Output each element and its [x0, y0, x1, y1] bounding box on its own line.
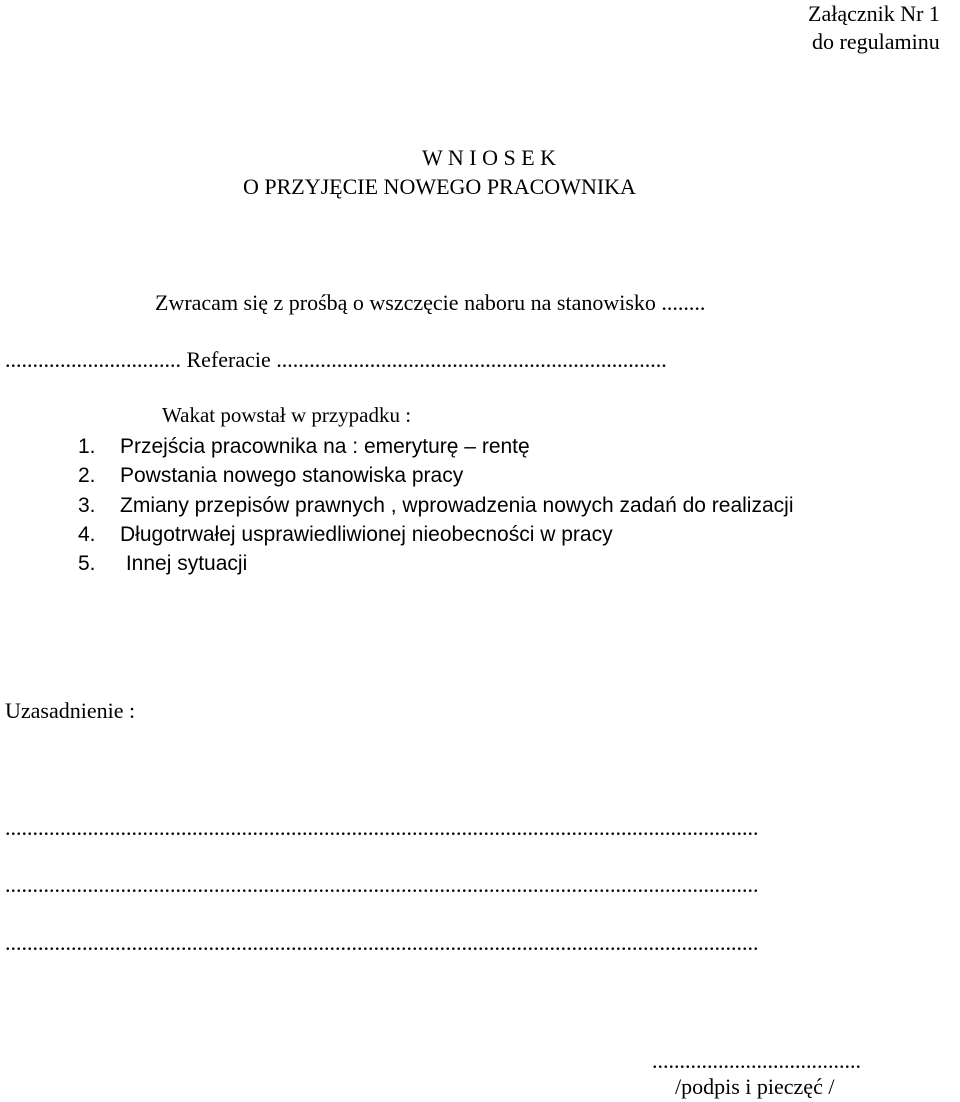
vacancy-list-item: [78, 553, 247, 574]
request-line-2: ................................ Referacie .......................................................................: [5, 347, 667, 372]
list-item-number: 5.: [78, 552, 96, 575]
justification-line: .........................................................................................................................................: [5, 815, 759, 840]
title-line-1: W N I O S E K: [422, 145, 557, 170]
request-line-1: Zwracam się z prośbą o wszczęcie naboru na stanowisko ........: [155, 290, 706, 315]
annex-line-1: Załącznik Nr 1: [808, 1, 940, 26]
vacancy-heading: Wakat powstał w przypadku :: [162, 403, 412, 427]
justification-label: Uzasadnienie :: [5, 698, 136, 723]
justification-line: .........................................................................................................................................: [5, 930, 759, 955]
list-item-number: 2.: [78, 464, 96, 487]
vacancy-list-item: [78, 495, 794, 516]
list-item-number: 3.: [78, 494, 96, 517]
list-item-text: Długotrwałej usprawiedliwionej nieobecności w pracy: [120, 523, 613, 546]
list-item-text: Przejścia pracownika na : emeryturę – rentę: [120, 435, 530, 458]
signature-label: /podpis i pieczęć /: [675, 1074, 835, 1099]
annex-line-2: do regulaminu: [812, 29, 940, 54]
list-item-text: Zmiany przepisów prawnych , wprowadzenia nowych zadań do realizacji: [120, 494, 794, 517]
list-item-text: Powstania nowego stanowiska pracy: [120, 464, 464, 487]
justification-line: .........................................................................................................................................: [5, 872, 759, 897]
vacancy-list-item: [78, 436, 530, 457]
list-item-number: 1.: [78, 435, 96, 458]
title-line-2: O PRZYJĘCIE NOWEGO PRACOWNIKA: [243, 174, 636, 199]
list-item-text: Innej sytuacji: [120, 552, 248, 575]
list-item-number: 4.: [78, 523, 96, 546]
vacancy-list-item: [78, 524, 613, 545]
signature-dots: ......................................: [652, 1048, 861, 1073]
vacancy-list-item: [78, 465, 463, 486]
